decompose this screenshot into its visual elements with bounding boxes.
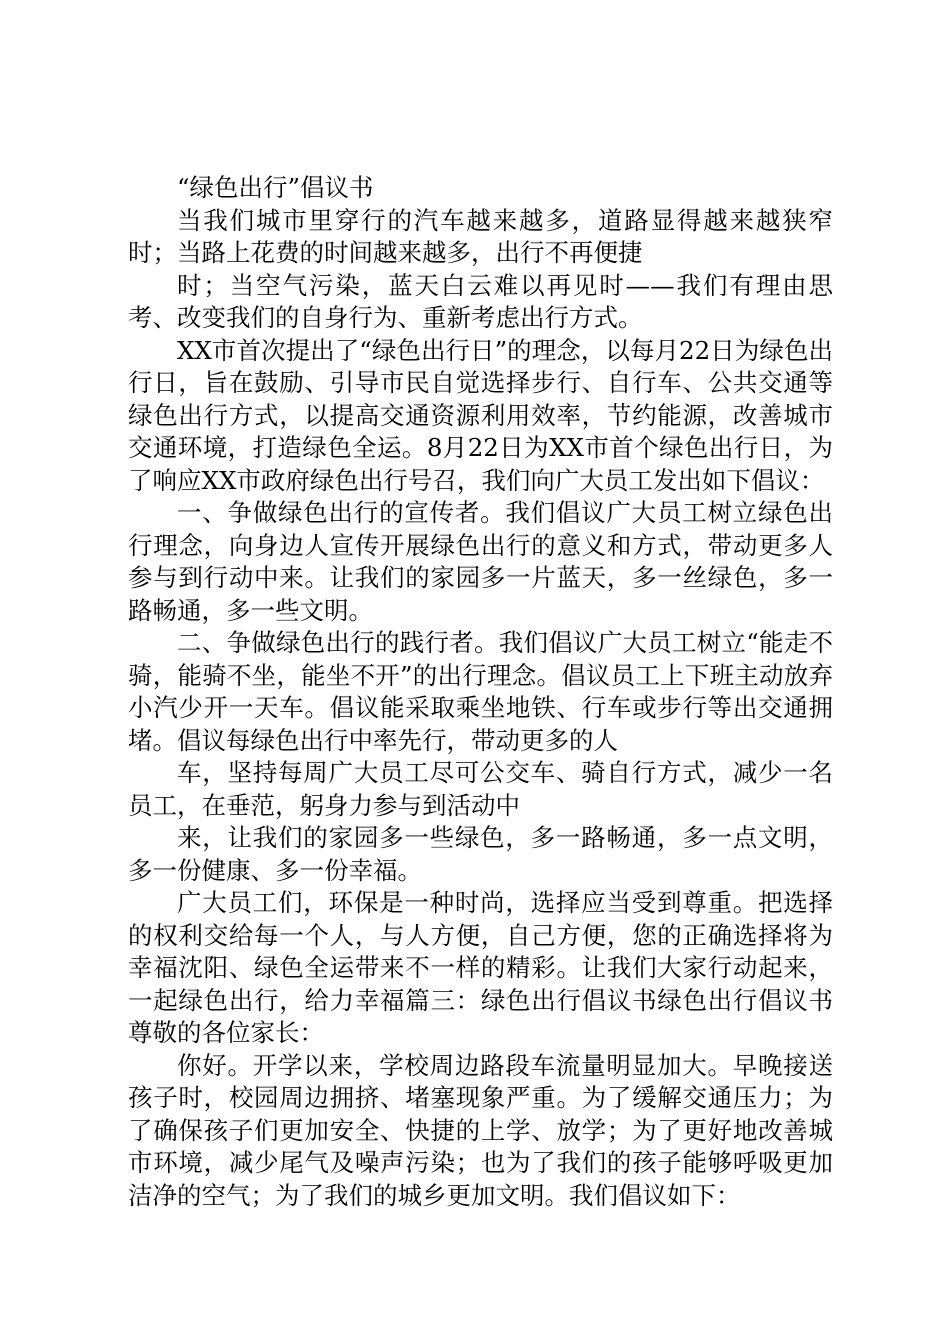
paragraph: 时；当空气污染，蓝天白云难以再见时——我们有理由思考、改变我们的自身行为、重新考虑出行方式。: [128, 270, 833, 332]
paragraph: 车，坚持每周广大员工尽可公交车、骑自行方式，减少一名员工，在垂范，躬身力参与到活动中: [128, 758, 833, 820]
paragraph: XX市首次提出了“绿色出行日”的理念，以每月22日为绿色出行日，旨在鼓励、引导市民自觉选择步行、自行车、公共交通等绿色出行方式，以提高交通资源利用效率，节约能源，改善城市交通环境，打造绿色全运。8月22日为XX市首个绿色出行日，为了响应XX市政府绿色出行号召，我们向广大员工发出如下倡议：: [128, 335, 833, 495]
paragraph: 你好。开学以来，学校周边路段车流量明显加大。早晚接送孩子时，校园周边拥挤、堵塞现象严重。为了缓解交通压力；为了确保孩子们更加安全、快捷的上学、放学；为了更好地改善城市环境，减少尾气及噪声污染；也为了我们的孩子能够呼吸更加洁净的空气；为了我们的城乡更加文明。我们倡议如下：: [128, 1050, 833, 1210]
paragraph: 二、争做绿色出行的践行者。我们倡议广大员工树立“能走不骑，能骑不坐，能坐不开”的出行理念。倡议员工上下班主动放弃小汽少开一天车。倡议能采取乘坐地铁、行车或步行等出交通拥堵。倡议每绿色出行中率先行，带动更多的人: [128, 628, 833, 755]
paragraph: 一、争做绿色出行的宣传者。我们倡议广大员工树立绿色出行理念，向身边人宣传开展绿色出行的意义和方式，带动更多人参与到行动中来。让我们的家园多一片蓝天，多一丝绿色，多一路畅通，多一些文明。: [128, 498, 833, 625]
paragraph: 广大员工们，环保是一种时尚，选择应当受到尊重。把选择的权利交给每一个人，与人方便，自己方便，您的正确选择将为幸福沈阳、绿色全运带来不一样的精彩。让我们大家行动起来，一起绿色出行，给力幸福篇三：绿色出行倡议书绿色出行倡议书尊敬的各位家长：: [128, 888, 833, 1047]
paragraph: 当我们城市里穿行的汽车越来越多，道路显得越来越狭窄时；当路上花费的时间越来越多，出行不再便捷: [128, 205, 833, 267]
document-page: [128, 172, 833, 1212]
paragraph: 来，让我们的家园多一些绿色，多一路畅通，多一点文明，多一份健康、多一份幸福。: [128, 823, 833, 885]
document-title: “绿色出行”倡议书: [177, 173, 374, 202]
